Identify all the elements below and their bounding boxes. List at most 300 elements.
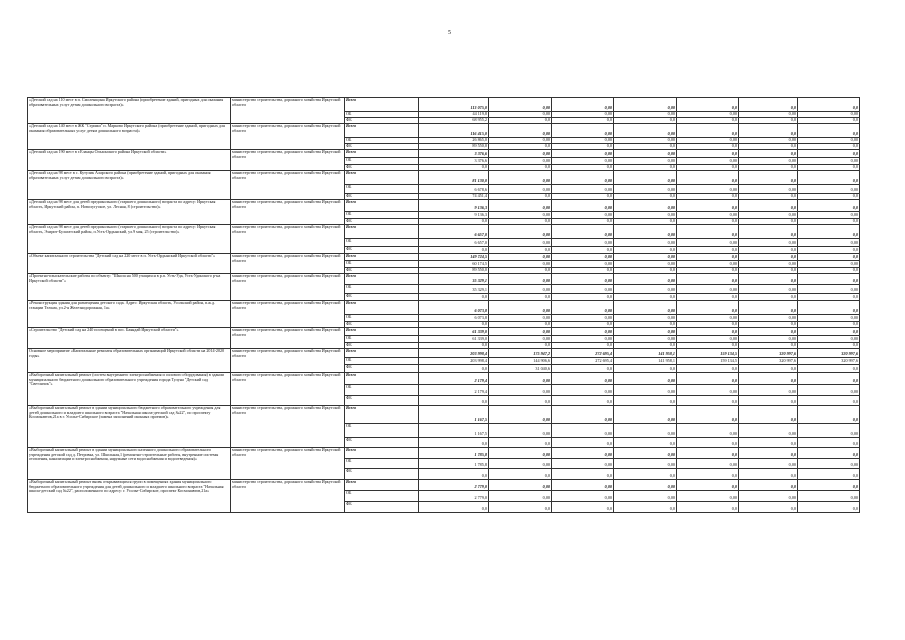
amount-cell: 0,00 [798,315,860,322]
amount-cell: 0,00 [489,491,552,502]
amount-cell: 0,0 [677,373,739,385]
amount-cell: 0,0 [798,396,860,406]
amount-cell: 0,00 [677,212,739,219]
amount-cell: 0,00 [489,150,552,158]
amount-cell: 0,0 [489,194,552,200]
funding-source-cell: ОБ [345,285,419,294]
amount-cell: 0,00 [798,185,860,194]
amount-cell: 1 785,8 [419,448,489,459]
amount-cell: 0,0 [798,165,860,171]
amount-cell: 0,0 [739,171,798,185]
table-row [28,448,860,459]
amount-cell: 0,00 [489,112,552,118]
amount-cell: 0,0 [614,118,677,124]
amount-cell: 0,00 [489,424,552,438]
amount-cell: 0,00 [552,225,614,239]
funding-source-cell: Всего [345,225,419,239]
amount-cell: 0,0 [614,322,677,328]
funding-source-cell: ОБ [345,112,419,118]
table-row [28,98,860,112]
executor-cell: министерство строительства, дорожного хозяйства Иркутской области [231,373,345,406]
amount-cell: 0,0 [677,165,739,171]
amount-cell: 0,00 [739,138,798,144]
funding-source-cell: Всего [345,124,419,138]
amount-cell: 0,00 [677,424,739,438]
amount-cell: 0,0 [552,219,614,225]
amount-cell: 9 136,3 [419,212,489,219]
funding-source-cell: Всего [345,480,419,491]
event-name-cell: «Проектно-изыскательские работы по объекту: "Школа на 500 учащихся в р.п. Усть-Уда, Усть-Удинского р-на Иркутской области"» [28,274,231,301]
amount-cell: 0,0 [552,268,614,274]
funding-source-cell: ФБ [345,294,419,301]
amount-cell: 0,0 [677,294,739,301]
amount-cell: 0,0 [552,322,614,328]
amount-cell: 0,0 [739,438,798,448]
amount-cell: 0,00 [798,261,860,268]
amount-cell: 3 376,6 [419,150,489,158]
amount-cell: 89 550,0 [419,144,489,150]
funding-source-cell: Всего [345,448,419,459]
amount-cell: 0,0 [677,406,739,424]
amount-cell: 0,0 [739,301,798,315]
amount-cell: 320 997,6 [798,358,860,365]
amount-cell: 0,0 [489,438,552,448]
amount-cell: 0,0 [552,144,614,150]
amount-cell: 0,0 [677,438,739,448]
amount-cell: 0,0 [419,219,489,225]
amount-cell: 0,0 [552,469,614,480]
table-row [28,328,860,336]
amount-cell: 0,00 [614,112,677,118]
executor-cell: министерство строительства, дорожного хозяйства Иркутской области [231,349,345,373]
amount-cell: 0,0 [419,396,489,406]
amount-cell: 0,0 [798,343,860,349]
amount-cell: 0,0 [552,438,614,448]
amount-cell: 0,0 [489,165,552,171]
amount-cell: 0,00 [552,239,614,247]
amount-cell: 0,0 [677,448,739,459]
amount-cell: 89 550,0 [419,268,489,274]
amount-cell: 6 678,6 [419,185,489,194]
amount-cell: 0,00 [614,185,677,194]
table-row [28,373,860,385]
amount-cell: 81 130,0 [419,171,489,185]
amount-cell: 0,0 [739,124,798,138]
amount-cell: 0,0 [739,322,798,328]
amount-cell: 0,00 [614,491,677,502]
amount-cell: 0,00 [614,98,677,112]
amount-cell: 0,0 [677,274,739,285]
amount-cell: 0,00 [489,239,552,247]
amount-cell: 0,0 [677,268,739,274]
funding-source-cell: ОБ [345,158,419,165]
funding-source-cell: Всего [345,150,419,158]
amount-cell: 0,0 [552,294,614,301]
amount-cell: 0,00 [489,185,552,194]
amount-cell: 2 179,4 [419,373,489,385]
amount-cell: 0,00 [798,336,860,343]
amount-cell: 0,00 [798,112,860,118]
amount-cell: 0,0 [739,98,798,112]
amount-cell: 60 174,5 [419,261,489,268]
amount-cell: 0,0 [489,219,552,225]
amount-cell: 0,00 [614,301,677,315]
funding-source-cell: ФБ [345,144,419,150]
amount-cell: 1 785,8 [419,459,489,469]
amount-cell: 0,00 [614,150,677,158]
executor-cell: министерство строительства, дорожного хозяйства Иркутской области [231,124,345,150]
funding-source-cell: ФБ [345,268,419,274]
amount-cell: 0,0 [677,343,739,349]
amount-cell: 0,0 [614,144,677,150]
amount-cell: 0,0 [677,200,739,212]
amount-cell: 0,00 [739,385,798,396]
event-name-cell: «Выборочный капитальный ремонт (систем внутреннего электроснабжения и силового оборудования) в здании муниципального бюджетного дошкольного образовательного учреждения города Тулуна "Детский сад "Светлячок"» [28,373,231,406]
amount-cell: 0,0 [552,502,614,513]
amount-cell: 0,00 [739,285,798,294]
amount-cell: 0,00 [739,158,798,165]
amount-cell: 0,00 [552,254,614,261]
amount-cell: 0,00 [614,385,677,396]
amount-cell: 0,0 [739,294,798,301]
table-row [28,150,860,158]
amount-cell: 0,00 [552,98,614,112]
amount-cell: 1 167,5 [419,406,489,424]
amount-cell: 0,0 [419,322,489,328]
amount-cell: 0,0 [798,219,860,225]
amount-cell: 0,00 [677,185,739,194]
amount-cell: 0,0 [677,328,739,336]
amount-cell: 0,00 [552,328,614,336]
event-name-cell: «Детский сад на 98 мест для детей предшкольного (старшего дошкольного) возраста по адресу: Иркутская область, Эхирит-Булагатский район, п.Усть-Ордынский, ул.9 мая, 25 (строительство)» [28,225,231,254]
amount-cell: 0,0 [614,365,677,373]
amount-cell: 0,00 [552,185,614,194]
amount-cell: 0,0 [798,301,860,315]
amount-cell: 0,0 [614,469,677,480]
amount-cell: 0,0 [677,254,739,261]
amount-cell: 0,00 [552,406,614,424]
amount-cell: 0,00 [739,315,798,322]
funding-source-cell: Всего [345,171,419,185]
amount-cell: 0,00 [489,261,552,268]
amount-cell: 0,0 [798,124,860,138]
amount-cell: 0,0 [739,328,798,336]
amount-cell: 0,00 [798,212,860,219]
amount-cell: 2 779,0 [419,491,489,502]
amount-cell: 0,00 [739,239,798,247]
amount-cell: 0,00 [798,491,860,502]
funding-source-cell: Всего [345,349,419,358]
amount-cell: 0,0 [614,396,677,406]
event-name-cell: «Детский сад на 98 мест для детей предшкольного (старшего дошкольного) возраста по адресу: Иркутская область, Иркутский район, п. Новолугуское, ул. Лесная, 8 (строительство)» [28,200,231,225]
amount-cell: 0,0 [739,247,798,254]
amount-cell: 0,0 [798,322,860,328]
amount-cell: 0,0 [489,502,552,513]
funding-source-cell: Всего [345,98,419,112]
amount-cell: 0,0 [489,343,552,349]
funding-source-cell: Всего [345,406,419,424]
executor-cell: министерство строительства, дорожного хозяйства Иркутской области [231,150,345,171]
amount-cell: 6 657,0 [419,239,489,247]
amount-cell: 0,00 [614,406,677,424]
amount-cell: 0,0 [489,268,552,274]
amount-cell: 0,0 [739,118,798,124]
amount-cell: 0,00 [614,225,677,239]
amount-cell: 9 136,3 [419,200,489,212]
funding-source-cell: ОБ [345,261,419,268]
amount-cell: 0,00 [489,336,552,343]
amount-cell: 0,0 [798,448,860,459]
amount-cell: 0,0 [798,373,860,385]
table-row [28,124,860,138]
event-name-cell: «Детский сад на 110 мест в п. Смоленщина Иркутского района (приобретение зданий, пригодных для оказания образовательных услуг детям дошкольного возраста)» [28,98,231,124]
amount-cell: 0,0 [798,365,860,373]
amount-cell: 0,00 [489,200,552,212]
amount-cell: 0,0 [739,268,798,274]
funding-source-cell: ФБ [345,396,419,406]
amount-cell: 0,00 [677,112,739,118]
funding-source-cell: Всего [345,274,419,285]
amount-cell: 0,0 [798,480,860,491]
amount-cell: 0,00 [677,158,739,165]
amount-cell: 0,0 [677,247,739,254]
amount-cell: 0,0 [798,98,860,112]
amount-cell: 0,0 [739,396,798,406]
amount-cell: 0,00 [614,274,677,285]
funding-source-cell: ФБ [345,469,419,480]
amount-cell: 0,0 [677,150,739,158]
amount-cell: 0,00 [614,373,677,385]
amount-cell: 0,0 [677,396,739,406]
amount-cell: 0,00 [552,336,614,343]
amount-cell: 0,00 [552,171,614,185]
amount-cell: 203 998,4 [419,358,489,365]
amount-cell: 149 724,5 [419,254,489,261]
event-name-cell: «Объект капитального строительства "Детский сад на 220 мест в п. Усть-Ордынский Иркутской области"» [28,254,231,274]
amount-cell: 0,0 [614,268,677,274]
amount-cell: 159 134,5 [677,349,739,358]
amount-cell: 0,0 [419,294,489,301]
amount-cell: 0,00 [552,138,614,144]
funding-source-cell: ОБ [345,459,419,469]
amount-cell: 203 998,4 [419,349,489,358]
amount-cell: 0,0 [419,469,489,480]
amount-cell: 0,00 [677,385,739,396]
amount-cell: 0,0 [739,200,798,212]
amount-cell: 0,0 [798,294,860,301]
amount-cell: 0,00 [739,491,798,502]
amount-cell: 0,0 [739,254,798,261]
amount-cell: 0,00 [489,285,552,294]
amount-cell: 0,00 [552,150,614,158]
amount-cell: 0,00 [489,373,552,385]
funding-source-cell: ФБ [345,365,419,373]
amount-cell: 74 451,4 [419,194,489,200]
amount-cell: 0,0 [739,274,798,285]
amount-cell: 0,00 [614,254,677,261]
event-name-cell: «Детский сад на 98 мест в с. Кутулик Аларского района (приобретение зданий, пригодных для оказания образовательных услуг детям дошкольного возраста)» [28,171,231,200]
amount-cell: 0,0 [739,365,798,373]
amount-cell: 0,0 [677,469,739,480]
funding-source-cell: ФБ [345,194,419,200]
funding-source-cell: ОБ [345,424,419,438]
amount-cell: 0,00 [614,261,677,268]
amount-cell: 0,00 [614,285,677,294]
amount-cell: 0,00 [677,491,739,502]
amount-cell: 272 695,4 [552,358,614,365]
amount-cell: 0,0 [739,225,798,239]
amount-cell: 0,0 [739,406,798,424]
amount-cell: 0,0 [798,171,860,185]
table-row [28,200,860,212]
amount-cell: 0,00 [552,212,614,219]
amount-cell: 0,00 [489,459,552,469]
amount-cell: 31 040,6 [489,365,552,373]
amount-cell: 0,0 [614,343,677,349]
amount-cell: 0,00 [552,459,614,469]
amount-cell: 0,0 [739,480,798,491]
amount-cell: 0,0 [677,124,739,138]
amount-cell: 0,00 [489,274,552,285]
funding-source-cell: Всего [345,328,419,336]
table-row [28,171,860,185]
amount-cell: 0,00 [489,254,552,261]
amount-cell: 141 958,1 [614,349,677,358]
amount-cell: 0,0 [798,118,860,124]
amount-cell: 0,00 [614,315,677,322]
amount-cell: 0,0 [739,469,798,480]
amount-cell: 0,0 [739,343,798,349]
amount-cell: 0,00 [798,138,860,144]
executor-cell: министерство строительства, дорожного хозяйства Иркутской области [231,480,345,513]
amount-cell: 0,00 [677,315,739,322]
amount-cell: 0,0 [552,165,614,171]
amount-cell: 0,0 [798,274,860,285]
funding-source-cell: ФБ [345,118,419,124]
event-name-cell: «Реконструкция здания для размещения детского сада. Адрес: Иркутская область, Усольский район, п.ж.д. станции Тельма, ул.2-я Железнодорожная, 1а» [28,301,231,328]
funding-source-cell: Всего [345,200,419,212]
amount-cell: 0,00 [489,315,552,322]
amount-cell: 0,00 [489,448,552,459]
amount-cell: 0,00 [552,261,614,268]
amount-cell: 0,00 [552,373,614,385]
amount-cell: 0,00 [489,385,552,396]
amount-cell: 0,0 [739,373,798,385]
amount-cell: 0,00 [489,98,552,112]
amount-cell: 0,00 [677,459,739,469]
amount-cell: 0,0 [798,328,860,336]
amount-cell: 0,00 [552,274,614,285]
event-name-cell: «Строительство "Детский сад на 240 посещений в пос. Баяндай Иркутской области"» [28,328,231,349]
amount-cell: 0,00 [614,138,677,144]
executor-cell: министерство строительства, дорожного хозяйства Иркутской области [231,328,345,349]
table-row [28,349,860,358]
amount-cell: 0,0 [552,343,614,349]
amount-cell: 6 657,0 [419,225,489,239]
amount-cell: 0,00 [489,124,552,138]
amount-cell: 0,0 [419,365,489,373]
amount-cell: 0,0 [798,438,860,448]
event-name-cell: Основное мероприятие «Капитальные ремонты образовательных организаций Иркутской области на 2014-2020 годы» [28,349,231,373]
executor-cell: министерство строительства, дорожного хозяйства Иркутской области [231,274,345,301]
amount-cell: 0,0 [489,294,552,301]
amount-cell: 0,0 [798,150,860,158]
amount-cell: 0,00 [552,480,614,491]
amount-cell: 0,0 [614,247,677,254]
amount-cell: 0,00 [552,385,614,396]
amount-cell: 141 958,1 [614,358,677,365]
funding-source-cell: ФБ [345,322,419,328]
amount-cell: 35 329,1 [419,274,489,285]
amount-cell: 0,0 [614,438,677,448]
amount-cell: 0,00 [552,491,614,502]
amount-cell: 6 073,8 [419,315,489,322]
funding-source-cell: ОБ [345,239,419,247]
executor-cell: министерство строительства, дорожного хозяйства Иркутской области [231,98,345,124]
amount-cell: 0,0 [677,144,739,150]
amount-cell: 0,00 [614,328,677,336]
amount-cell: 0,00 [489,406,552,424]
amount-cell: 144 906,6 [489,358,552,365]
funding-source-cell: ФБ [345,502,419,513]
funding-source-cell: ОБ [345,212,419,219]
funding-source-cell: ФБ [345,165,419,171]
amount-cell: 61 339,0 [419,328,489,336]
amount-cell: 0,0 [419,247,489,254]
amount-cell: 159 134,5 [677,358,739,365]
amount-cell: 0,00 [614,200,677,212]
amount-cell: 0,00 [739,185,798,194]
amount-cell: 0,0 [677,301,739,315]
amount-cell: 0,0 [677,194,739,200]
amount-cell: 0,0 [677,365,739,373]
amount-cell: 0,0 [798,200,860,212]
amount-cell: 0,00 [552,285,614,294]
amount-cell: 0,0 [614,165,677,171]
funding-source-cell: ФБ [345,438,419,448]
amount-cell: 0,0 [489,144,552,150]
amount-cell: 0,00 [677,285,739,294]
amount-cell: 0,00 [739,112,798,118]
amount-cell: 6 073,8 [419,301,489,315]
amount-cell: 0,0 [798,406,860,424]
executor-cell: министерство строительства, дорожного хозяйства Иркутской области [231,301,345,328]
amount-cell: 0,0 [614,194,677,200]
amount-cell: 61 339,0 [419,336,489,343]
amount-cell: 0,0 [489,247,552,254]
table-row [28,406,860,424]
amount-cell: 0,0 [798,502,860,513]
funding-source-cell: ОБ [345,385,419,396]
amount-cell: 0,00 [489,212,552,219]
table-row [28,274,860,285]
amount-cell: 0,0 [614,294,677,301]
amount-cell: 0,00 [614,239,677,247]
funding-source-cell: ОБ [345,138,419,144]
funding-source-cell: Всего [345,301,419,315]
event-name-cell: «Выборочный капитальный ремонт в здании муниципального бюджетного образовательного учреждения для детей дошкольного и младшего школьного возраста "Начальная школа-детский сад №22", по проспекту Космонавтов,21а в г. Усолье-Сибирское (замена заполнений оконных проемов)» [28,406,231,448]
executor-cell: министерство строительства, дорожного хозяйства Иркутской области [231,225,345,254]
amount-cell: 0,0 [489,396,552,406]
amount-cell: 2 179,4 [419,385,489,396]
funding-source-cell: ОБ [345,315,419,322]
amount-cell: 175 947,2 [489,349,552,358]
amount-cell: 0,00 [614,459,677,469]
amount-cell: 320 997,6 [739,358,798,365]
funding-source-cell: ФБ [345,343,419,349]
amount-cell: 0,00 [614,171,677,185]
amount-cell: 0,00 [489,138,552,144]
